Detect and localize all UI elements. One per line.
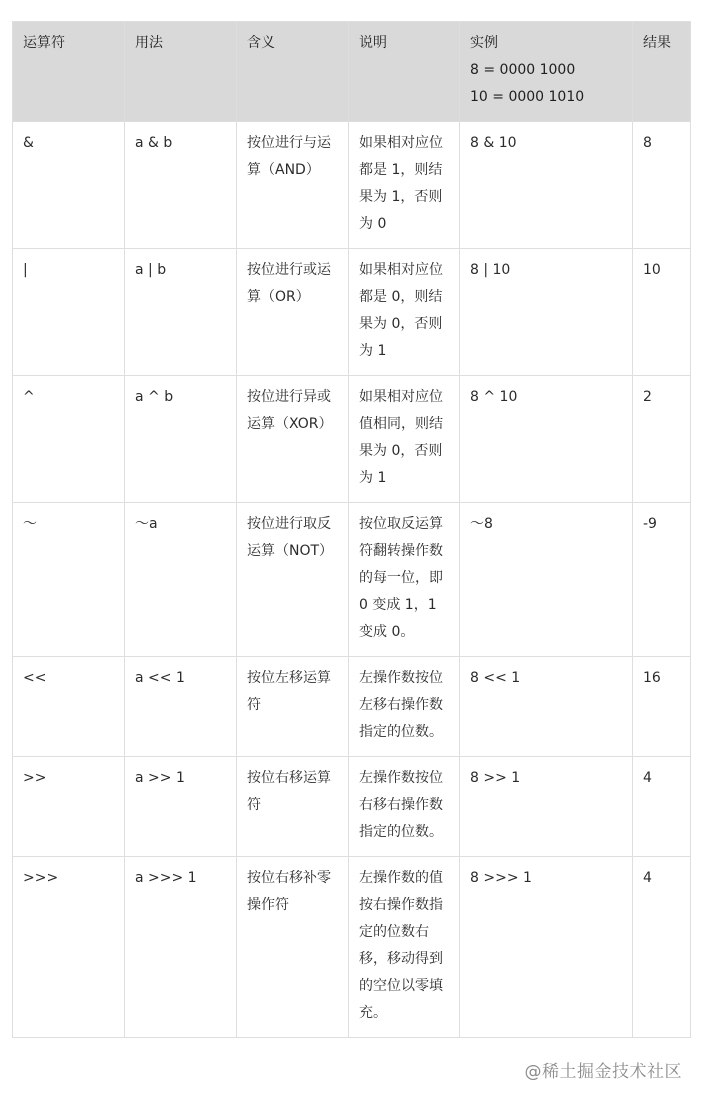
- table-header: [13, 22, 691, 122]
- cell-meaning: 按位进行异或运算（XOR）: [237, 376, 349, 503]
- cell-description: 左操作数的值按右操作数指定的位数右移，移动得到的空位以零填充。: [349, 857, 460, 1038]
- cell-usage: a >>> 1: [125, 857, 237, 1038]
- cell-operator: |: [13, 249, 125, 376]
- cell-meaning: 按位进行或运算（OR）: [237, 249, 349, 376]
- watermark: @稀土掘金技术社区: [524, 1062, 682, 1082]
- cell-example: 8 ^ 10: [460, 376, 633, 503]
- table-row: [13, 857, 691, 1038]
- cell-example: 8 >> 1: [460, 757, 633, 857]
- header-row: [13, 22, 691, 122]
- cell-example: ～8: [460, 503, 633, 657]
- header-description: 说明: [349, 22, 460, 122]
- header-meaning: 含义: [237, 22, 349, 122]
- cell-operator: ～: [13, 503, 125, 657]
- table-row: [13, 249, 691, 376]
- cell-usage: a & b: [125, 122, 237, 249]
- table-row: [13, 503, 691, 657]
- cell-usage: a << 1: [125, 657, 237, 757]
- cell-description: 左操作数按位左移右操作数指定的位数。: [349, 657, 460, 757]
- cell-result: 10: [633, 249, 691, 376]
- cell-result: 2: [633, 376, 691, 503]
- cell-meaning: 按位左移运算符: [237, 657, 349, 757]
- table-row: [13, 376, 691, 503]
- cell-description: 按位取反运算符翻转操作数的每一位，即 0 变成 1，1 变成 0。: [349, 503, 460, 657]
- cell-result: 4: [633, 857, 691, 1038]
- cell-meaning: 按位进行与运算（AND）: [237, 122, 349, 249]
- cell-meaning: 按位右移运算符: [237, 757, 349, 857]
- cell-description: 左操作数按位右移右操作数指定的位数。: [349, 757, 460, 857]
- header-example-label: 实例: [470, 35, 498, 51]
- cell-description: 如果相对应位值相同，则结果为 0，否则为 1: [349, 376, 460, 503]
- cell-result: -9: [633, 503, 691, 657]
- cell-usage: a | b: [125, 249, 237, 376]
- cell-operator: <<: [13, 657, 125, 757]
- cell-description: 如果相对应位都是 0，则结果为 0，否则为 1: [349, 249, 460, 376]
- cell-result: 4: [633, 757, 691, 857]
- cell-example: 8 & 10: [460, 122, 633, 249]
- cell-operator: >>: [13, 757, 125, 857]
- cell-usage: ～a: [125, 503, 237, 657]
- cell-description: 如果相对应位都是 1，则结果为 1，否则为 0: [349, 122, 460, 249]
- cell-example: 8 >>> 1: [460, 857, 633, 1038]
- cell-meaning: 按位右移补零操作符: [237, 857, 349, 1038]
- cell-result: 8: [633, 122, 691, 249]
- table-body: [13, 122, 691, 1038]
- table-row: [13, 657, 691, 757]
- cell-example: 8 | 10: [460, 249, 633, 376]
- cell-example: 8 << 1: [460, 657, 633, 757]
- table-row: [13, 757, 691, 857]
- header-result: 结果: [633, 22, 691, 122]
- cell-operator: &: [13, 122, 125, 249]
- header-operator: 运算符: [13, 22, 125, 122]
- cell-operator: >>>: [13, 857, 125, 1038]
- cell-usage: a >> 1: [125, 757, 237, 857]
- cell-operator: ^: [13, 376, 125, 503]
- cell-meaning: 按位进行取反运算（NOT）: [237, 503, 349, 657]
- header-usage: 用法: [125, 22, 237, 122]
- header-example-note-10: 10 = 0000 1010: [470, 89, 585, 105]
- header-example-note-8: 8 = 0000 1000: [470, 62, 576, 78]
- bitwise-operators-table: [12, 21, 691, 1038]
- cell-result: 16: [633, 657, 691, 757]
- cell-usage: a ^ b: [125, 376, 237, 503]
- table-row: [13, 122, 691, 249]
- header-example: [460, 22, 633, 122]
